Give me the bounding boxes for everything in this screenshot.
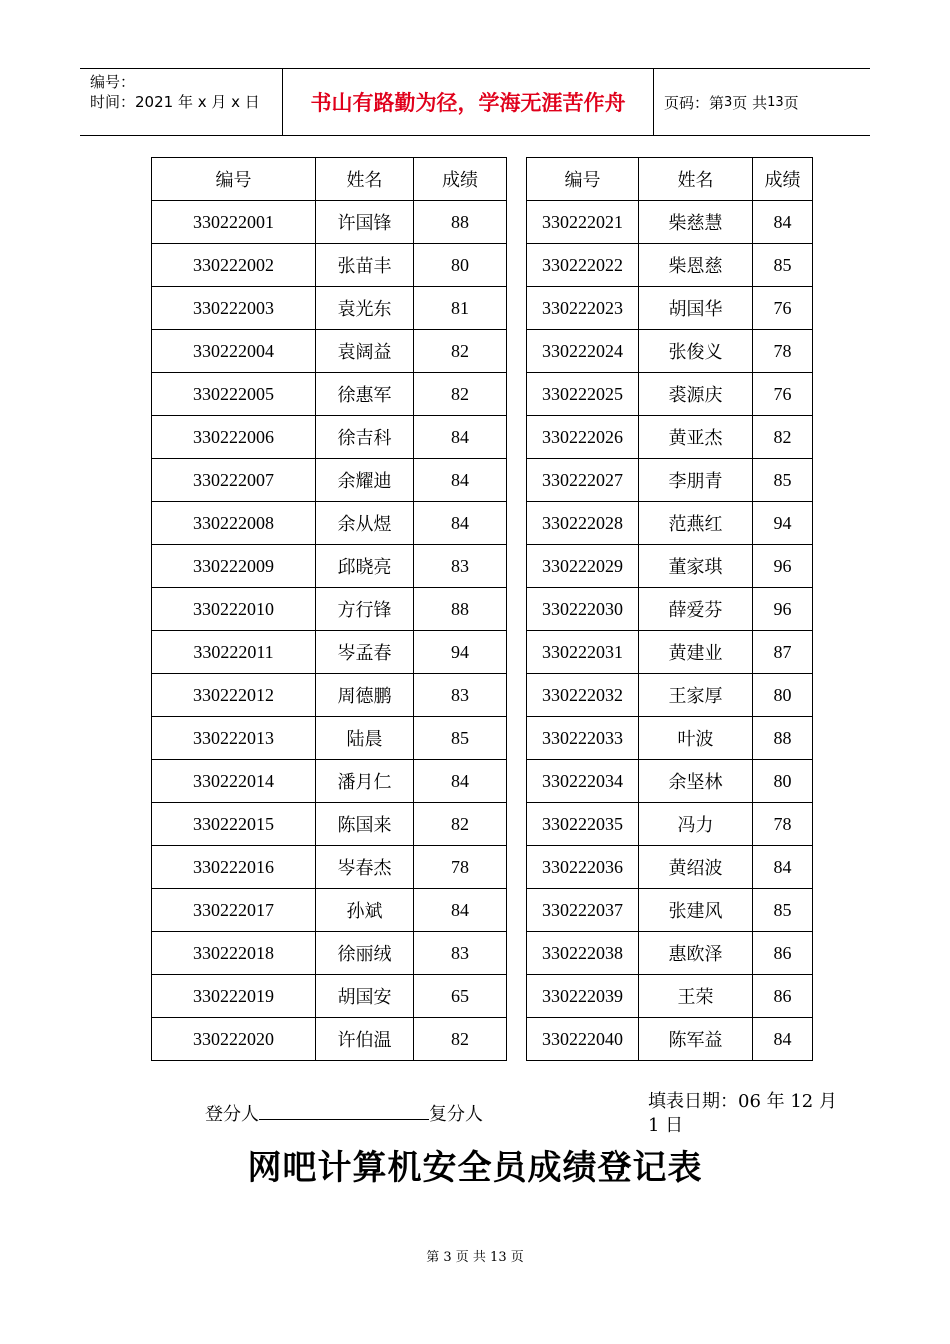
table-row bbox=[152, 631, 507, 674]
table-row bbox=[527, 287, 813, 330]
cell-id: 330222015 bbox=[152, 803, 316, 846]
table-row bbox=[527, 373, 813, 416]
table-row bbox=[527, 889, 813, 932]
cell-id: 330222008 bbox=[152, 502, 316, 545]
cell-id: 330222020 bbox=[152, 1018, 316, 1061]
header-meta bbox=[80, 69, 282, 135]
cell-name: 袁阔益 bbox=[316, 330, 414, 373]
cell-score: 85 bbox=[753, 889, 813, 932]
cell-id: 330222031 bbox=[527, 631, 639, 674]
cell-name: 惠欧泽 bbox=[639, 932, 753, 975]
cell-id: 330222034 bbox=[527, 760, 639, 803]
cell-id: 330222009 bbox=[152, 545, 316, 588]
cell-score: 84 bbox=[414, 416, 507, 459]
cell-name: 薛爱芬 bbox=[639, 588, 753, 631]
header-name: 姓名 bbox=[639, 158, 753, 201]
cell-score: 85 bbox=[753, 459, 813, 502]
table-row bbox=[152, 588, 507, 631]
table-row bbox=[527, 588, 813, 631]
header-score: 成绩 bbox=[753, 158, 813, 201]
table-row bbox=[152, 201, 507, 244]
cell-id: 330222005 bbox=[152, 373, 316, 416]
header-score: 成绩 bbox=[414, 158, 507, 201]
header-id: 编号 bbox=[527, 158, 639, 201]
cell-id: 330222022 bbox=[527, 244, 639, 287]
cell-id: 330222016 bbox=[152, 846, 316, 889]
cell-id: 330222028 bbox=[527, 502, 639, 545]
table-row bbox=[527, 330, 813, 373]
table-row bbox=[527, 244, 813, 287]
cell-score: 88 bbox=[414, 201, 507, 244]
cell-name: 黄绍波 bbox=[639, 846, 753, 889]
cell-score: 94 bbox=[753, 502, 813, 545]
grade-table-right bbox=[526, 157, 813, 1061]
page-current: 3 bbox=[724, 94, 733, 110]
cell-id: 330222012 bbox=[152, 674, 316, 717]
header-number-label: 编号： bbox=[90, 73, 136, 91]
table-row bbox=[527, 201, 813, 244]
cell-score: 76 bbox=[753, 373, 813, 416]
table-row bbox=[152, 287, 507, 330]
scorer-blank bbox=[259, 1103, 429, 1120]
cell-name: 柴慈慧 bbox=[639, 201, 753, 244]
table-row bbox=[527, 932, 813, 975]
cell-id: 330222027 bbox=[527, 459, 639, 502]
cell-name: 方行锋 bbox=[316, 588, 414, 631]
table-row bbox=[527, 803, 813, 846]
table-row bbox=[152, 975, 507, 1018]
table-row bbox=[152, 717, 507, 760]
table-row bbox=[527, 1018, 813, 1061]
page-title: 网吧计算机安全员成绩登记表 bbox=[247, 1148, 703, 1188]
cell-name: 张苗丰 bbox=[316, 244, 414, 287]
cell-score: 81 bbox=[414, 287, 507, 330]
motto-text: 书山有路勤为径，学海无涯苦作舟 bbox=[310, 91, 626, 115]
cell-name: 邱晓亮 bbox=[316, 545, 414, 588]
header-time-label: 时间： bbox=[90, 93, 136, 111]
fill-date: 填表日期：06 年 12 月 1 日 bbox=[648, 1091, 837, 1136]
cell-id: 330222019 bbox=[152, 975, 316, 1018]
cell-score: 80 bbox=[414, 244, 507, 287]
table-row bbox=[152, 674, 507, 717]
cell-score: 82 bbox=[414, 373, 507, 416]
grade-table-left-body bbox=[152, 201, 507, 1061]
cell-id: 330222021 bbox=[527, 201, 639, 244]
cell-score: 78 bbox=[753, 803, 813, 846]
cell-score: 78 bbox=[753, 330, 813, 373]
grade-table-left bbox=[151, 157, 507, 1061]
cell-score: 94 bbox=[414, 631, 507, 674]
table-row bbox=[152, 932, 507, 975]
table-row bbox=[152, 803, 507, 846]
cell-name: 李朋青 bbox=[639, 459, 753, 502]
cell-id: 330222039 bbox=[527, 975, 639, 1018]
cell-score: 82 bbox=[414, 1018, 507, 1061]
cell-name: 胡国华 bbox=[639, 287, 753, 330]
cell-id: 330222035 bbox=[527, 803, 639, 846]
cell-name: 冯力 bbox=[639, 803, 753, 846]
table-row bbox=[152, 330, 507, 373]
cell-score: 78 bbox=[414, 846, 507, 889]
cell-score: 86 bbox=[753, 975, 813, 1018]
table-row bbox=[527, 760, 813, 803]
cell-name: 余耀迪 bbox=[316, 459, 414, 502]
cell-name: 许国锋 bbox=[316, 201, 414, 244]
cell-score: 82 bbox=[753, 416, 813, 459]
cell-name: 黄亚杰 bbox=[639, 416, 753, 459]
cell-name: 余坚林 bbox=[639, 760, 753, 803]
cell-name: 徐丽绒 bbox=[316, 932, 414, 975]
cell-id: 330222017 bbox=[152, 889, 316, 932]
cell-name: 叶波 bbox=[639, 717, 753, 760]
cell-id: 330222006 bbox=[152, 416, 316, 459]
cell-name: 张俊义 bbox=[639, 330, 753, 373]
cell-name: 徐吉科 bbox=[316, 416, 414, 459]
table-row bbox=[527, 717, 813, 760]
cell-id: 330222026 bbox=[527, 416, 639, 459]
cell-id: 330222023 bbox=[527, 287, 639, 330]
cell-score: 84 bbox=[753, 846, 813, 889]
cell-name: 潘月仁 bbox=[316, 760, 414, 803]
table-row bbox=[527, 545, 813, 588]
cell-id: 330222025 bbox=[527, 373, 639, 416]
table-row bbox=[152, 244, 507, 287]
cell-id: 330222011 bbox=[152, 631, 316, 674]
cell-score: 76 bbox=[753, 287, 813, 330]
page-footer: 第 3 页 共 13 页 bbox=[426, 1250, 524, 1265]
cell-name: 王家厚 bbox=[639, 674, 753, 717]
table-row bbox=[527, 502, 813, 545]
cell-score: 87 bbox=[753, 631, 813, 674]
cell-score: 88 bbox=[753, 717, 813, 760]
cell-name: 张建风 bbox=[639, 889, 753, 932]
page-prefix: 页码：第 bbox=[664, 93, 725, 112]
header-time bbox=[90, 92, 282, 112]
cell-score: 84 bbox=[414, 889, 507, 932]
cell-name: 袁光东 bbox=[316, 287, 414, 330]
cell-name: 董家琪 bbox=[639, 545, 753, 588]
cell-name: 孙斌 bbox=[316, 889, 414, 932]
header-name: 姓名 bbox=[316, 158, 414, 201]
table-row bbox=[152, 545, 507, 588]
page-mid: 页 共 bbox=[732, 93, 768, 112]
table-row bbox=[152, 373, 507, 416]
cell-score: 84 bbox=[414, 459, 507, 502]
cell-id: 330222036 bbox=[527, 846, 639, 889]
cell-id: 330222013 bbox=[152, 717, 316, 760]
table-row bbox=[527, 416, 813, 459]
cell-id: 330222040 bbox=[527, 1018, 639, 1061]
header-motto bbox=[282, 69, 654, 135]
table-row bbox=[152, 502, 507, 545]
table-row bbox=[527, 846, 813, 889]
cell-score: 80 bbox=[753, 760, 813, 803]
table-row bbox=[152, 889, 507, 932]
table-row bbox=[527, 459, 813, 502]
cell-score: 84 bbox=[753, 1018, 813, 1061]
table-row bbox=[152, 1018, 507, 1061]
cell-name: 柴恩慈 bbox=[639, 244, 753, 287]
cell-score: 84 bbox=[753, 201, 813, 244]
table-row bbox=[527, 631, 813, 674]
cell-score: 82 bbox=[414, 330, 507, 373]
cell-id: 330222029 bbox=[527, 545, 639, 588]
cell-name: 陈军益 bbox=[639, 1018, 753, 1061]
cell-id: 330222024 bbox=[527, 330, 639, 373]
cell-score: 84 bbox=[414, 502, 507, 545]
cell-name: 岑春杰 bbox=[316, 846, 414, 889]
cell-name: 余从煜 bbox=[316, 502, 414, 545]
cell-score: 83 bbox=[414, 932, 507, 975]
cell-score: 85 bbox=[414, 717, 507, 760]
table-header-row bbox=[527, 158, 813, 201]
cell-score: 88 bbox=[414, 588, 507, 631]
scorer-label: 登分人 bbox=[205, 1104, 259, 1125]
cell-name: 范燕红 bbox=[639, 502, 753, 545]
cell-id: 330222038 bbox=[527, 932, 639, 975]
grade-table-right-body bbox=[527, 201, 813, 1061]
cell-id: 330222001 bbox=[152, 201, 316, 244]
cell-score: 96 bbox=[753, 588, 813, 631]
cell-id: 330222010 bbox=[152, 588, 316, 631]
table-row bbox=[527, 975, 813, 1018]
cell-score: 83 bbox=[414, 674, 507, 717]
cell-id: 330222037 bbox=[527, 889, 639, 932]
header-time-value: 2021 年 x 月 x 日 bbox=[135, 93, 260, 111]
cell-score: 83 bbox=[414, 545, 507, 588]
cell-name: 陆晨 bbox=[316, 717, 414, 760]
cell-id: 330222003 bbox=[152, 287, 316, 330]
cell-score: 65 bbox=[414, 975, 507, 1018]
signature-line bbox=[205, 1100, 483, 1126]
cell-name: 胡国安 bbox=[316, 975, 414, 1018]
header-id: 编号 bbox=[152, 158, 316, 201]
cell-score: 82 bbox=[414, 803, 507, 846]
cell-name: 陈国来 bbox=[316, 803, 414, 846]
cell-id: 330222030 bbox=[527, 588, 639, 631]
header-page-number bbox=[654, 69, 870, 135]
cell-id: 330222032 bbox=[527, 674, 639, 717]
cell-id: 330222018 bbox=[152, 932, 316, 975]
cell-score: 80 bbox=[753, 674, 813, 717]
reviewer-label: 复分人 bbox=[429, 1104, 483, 1125]
table-row bbox=[152, 459, 507, 502]
table-header-row bbox=[152, 158, 507, 201]
cell-name: 王荣 bbox=[639, 975, 753, 1018]
page-header bbox=[80, 68, 870, 136]
cell-id: 330222002 bbox=[152, 244, 316, 287]
table-row bbox=[152, 760, 507, 803]
cell-name: 许伯温 bbox=[316, 1018, 414, 1061]
table-row bbox=[527, 674, 813, 717]
cell-id: 330222014 bbox=[152, 760, 316, 803]
page-total: 13 bbox=[767, 94, 784, 110]
cell-id: 330222033 bbox=[527, 717, 639, 760]
table-row bbox=[152, 846, 507, 889]
page-suffix: 页 bbox=[783, 93, 799, 112]
cell-name: 裘源庆 bbox=[639, 373, 753, 416]
cell-score: 84 bbox=[414, 760, 507, 803]
cell-score: 85 bbox=[753, 244, 813, 287]
cell-score: 86 bbox=[753, 932, 813, 975]
cell-score: 96 bbox=[753, 545, 813, 588]
cell-id: 330222007 bbox=[152, 459, 316, 502]
cell-name: 周德鹏 bbox=[316, 674, 414, 717]
cell-name: 徐惠军 bbox=[316, 373, 414, 416]
cell-id: 330222004 bbox=[152, 330, 316, 373]
cell-name: 岑孟春 bbox=[316, 631, 414, 674]
cell-name: 黄建业 bbox=[639, 631, 753, 674]
table-row bbox=[152, 416, 507, 459]
